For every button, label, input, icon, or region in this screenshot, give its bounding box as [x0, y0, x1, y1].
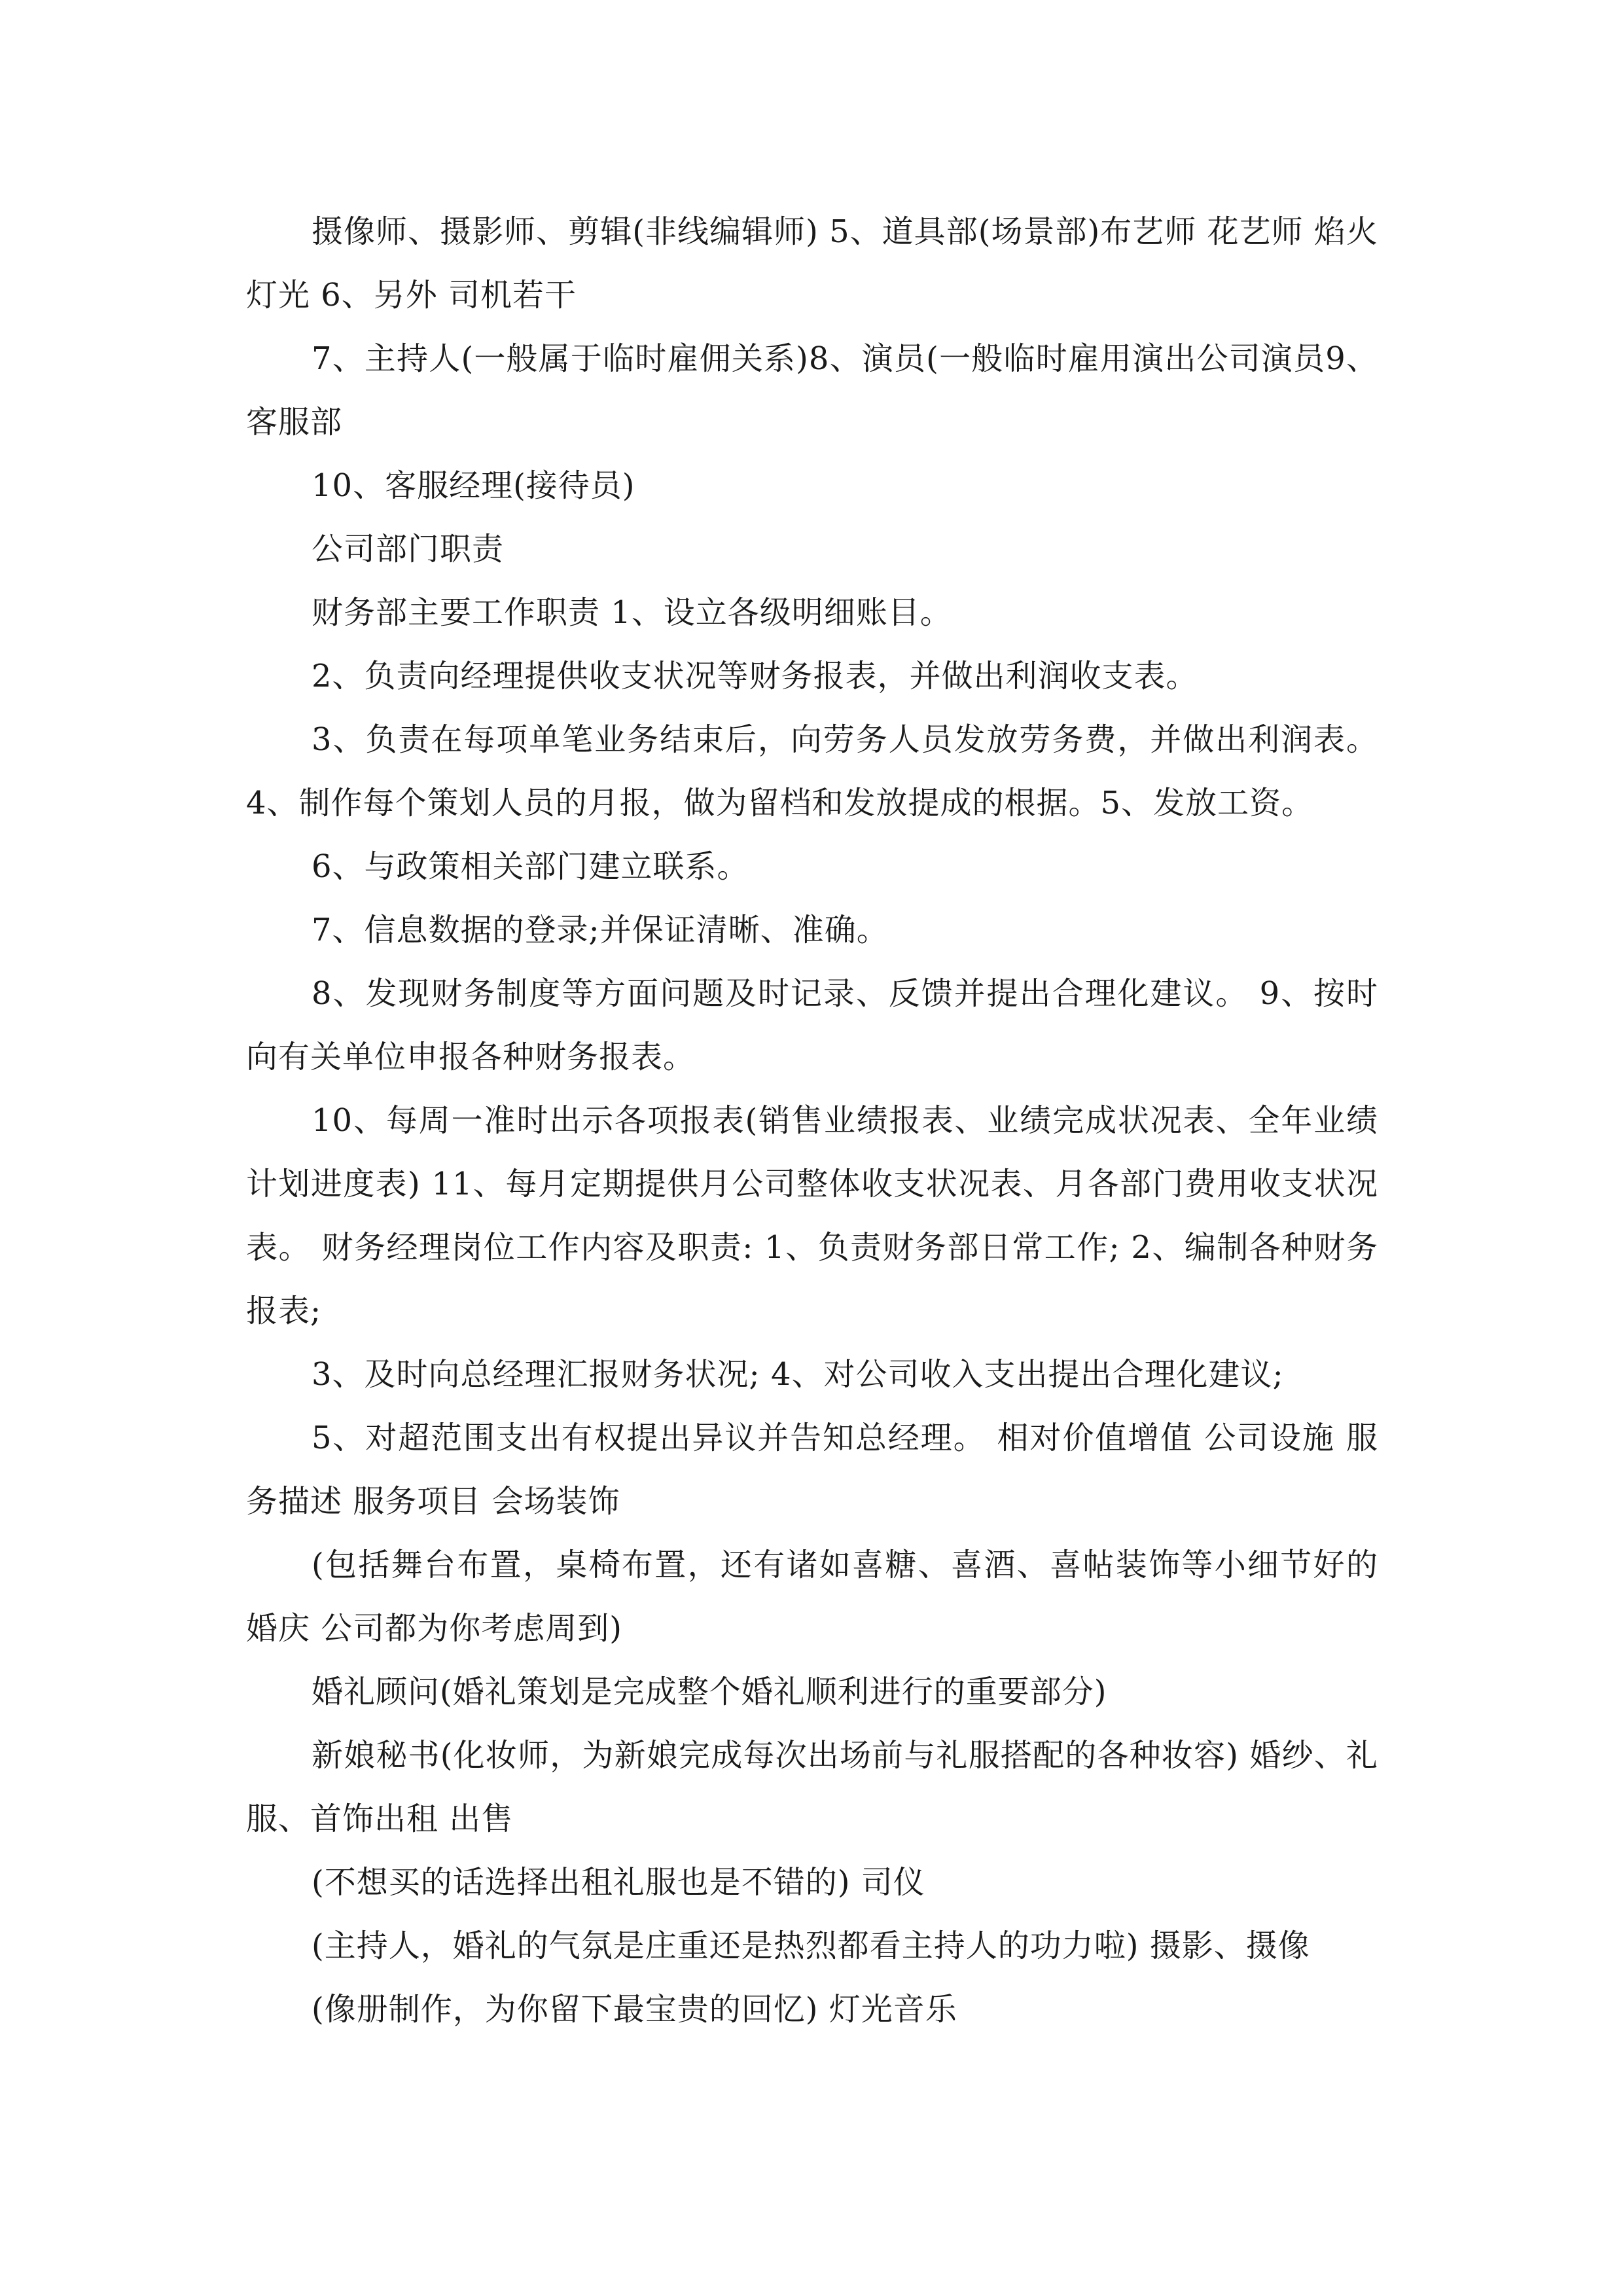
paragraph-3: 10、客服经理(接待员): [312, 467, 635, 504]
paragraph-15: 婚礼顾问(婚礼策划是完成整个婚礼顺利进行的重要部分): [312, 1674, 1107, 1710]
paragraph-7: 3、负责在每项单笔业务结束后，向劳务人员发放劳务费，并做出利润表。4、制作每个策划人员的月报，做为留档和发放提成的根据。5、发放工资。: [246, 721, 1378, 821]
paragraph-2: 7、主持人(一般属于临时雇佣关系)8、演员(一般临时雇用演出公司演员9、客服部: [246, 340, 1378, 440]
paragraph-16: 新娘秘书(化妆师，为新娘完成每次出场前与礼服搭配的各种妆容) 婚纱、礼服、首饰出租 出售: [246, 1737, 1378, 1837]
paragraph-19: (像册制作，为你留下最宝贵的回忆) 灯光音乐: [312, 1991, 957, 2028]
paragraph-8: 6、与政策相关部门建立联系。: [312, 848, 749, 885]
section-heading: 公司部门职责: [312, 531, 505, 567]
paragraph-12: 3、及时向总经理汇报财务状况; 4、对公司收入支出提出合理化建议;: [312, 1356, 1284, 1393]
paragraph-1: 摄像师、摄影师、剪辑(非线编辑师) 5、道具部(场景部)布艺师 花艺师 焰火 灯光 6、另外 司机若干: [246, 213, 1378, 314]
paragraph-13: 5、对超范围支出有权提出异议并告知总经理。 相对价值增值 公司设施 服务描述 服务项目 会场装饰: [246, 1420, 1378, 1520]
paragraph-5: 财务部主要工作职责 1、设立各级明细账目。: [312, 594, 952, 631]
paragraph-10: 8、发现财务制度等方面问题及时记录、反馈并提出合理化建议。 9、按时向有关单位申报各种财务报表。: [246, 975, 1378, 1075]
paragraph-14: (包括舞台布置，桌椅布置，还有诸如喜糖、喜酒、喜帖装饰等小细节好的婚庆 公司都为你考虑周到): [246, 1547, 1378, 1647]
document-body: [246, 200, 1378, 2041]
paragraph-17: (不想买的话选择出租礼服也是不错的) 司仪: [312, 1864, 925, 1901]
paragraph-6: 2、负责向经理提供收支状况等财务报表，并做出利润收支表。: [312, 658, 1198, 694]
paragraph-11: 10、每周一准时出示各项报表(销售业绩报表、业绩完成状况表、全年业绩计划进度表) 11、每月定期提供月公司整体收支状况表、月各部门费用收支状况表。 财务经理岗位工作内容及职责: 1、负责财务部日常工作; 2、编制各种财务报表;: [246, 1102, 1378, 1329]
paragraph-18: (主持人，婚礼的气氛是庄重还是热烈都看主持人的功力啦) 摄影、摄像: [312, 1928, 1310, 1964]
paragraph-9: 7、信息数据的登录;并保证清晰、准确。: [312, 912, 889, 948]
